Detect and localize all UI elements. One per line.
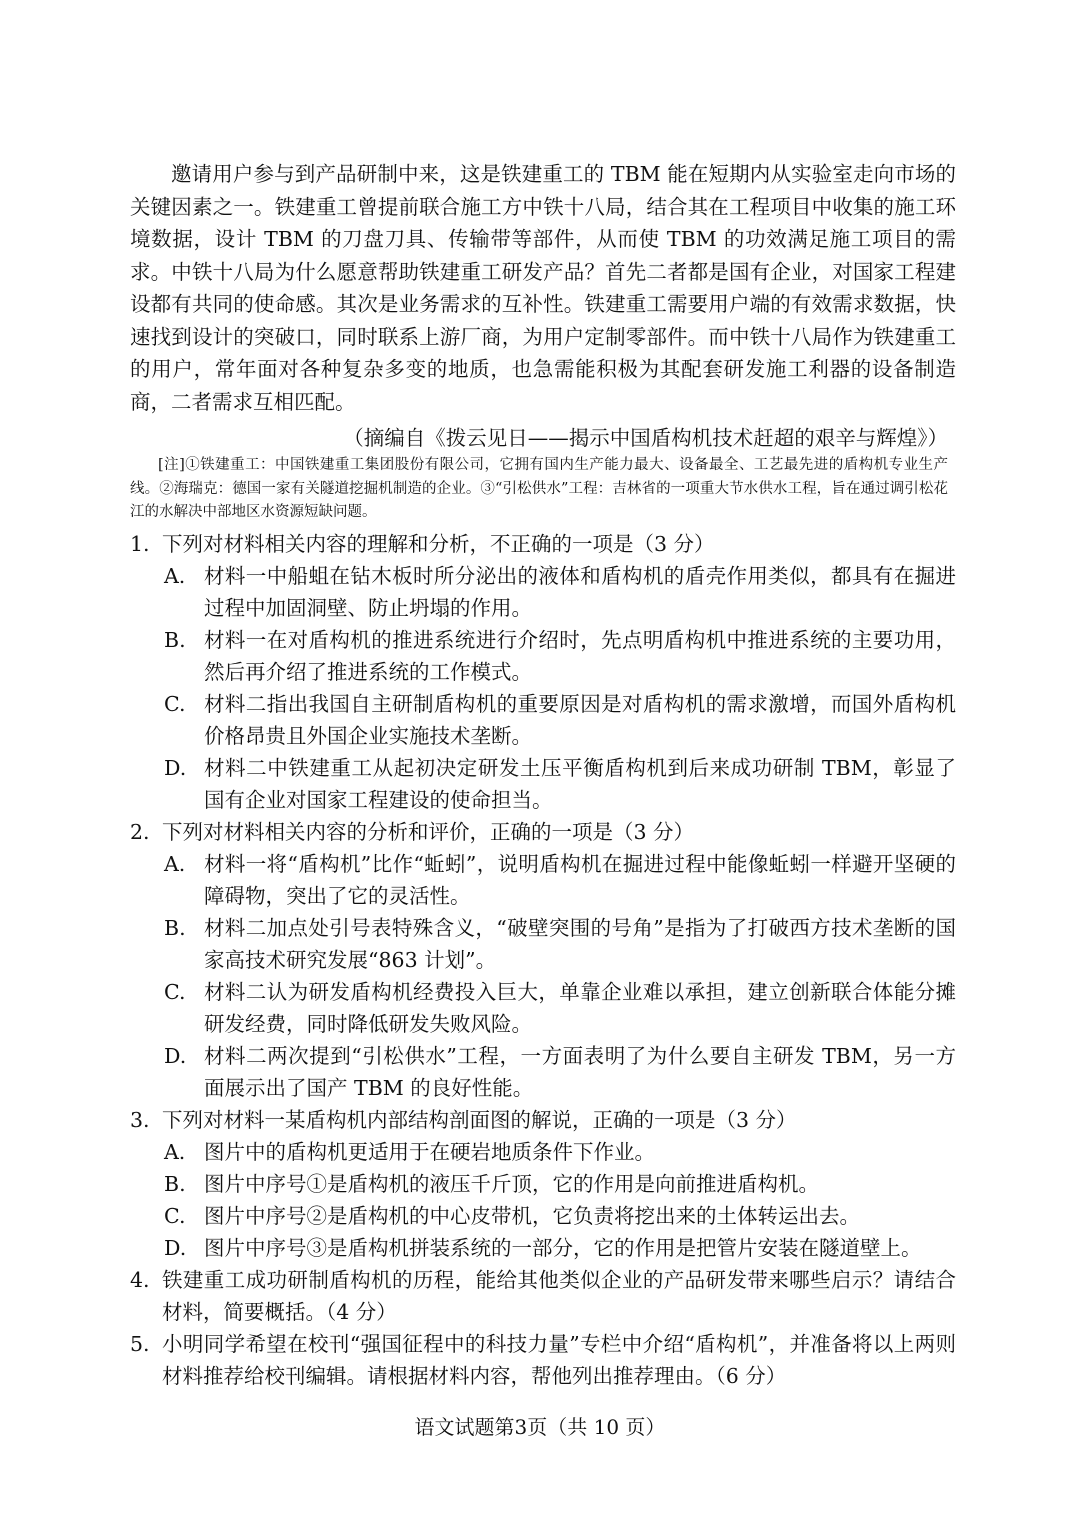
- question-stem: 下列对材料相关内容的分析和评价，正确的一项是（3 分）: [162, 820, 695, 844]
- option-3d: [130, 1232, 956, 1264]
- option-text: 材料二指出我国自主研制盾构机的重要原因是对盾构机的需求激增，而国外盾构机价格昂贵且外国企业实施技术垄断。: [204, 692, 956, 748]
- option-label: B.: [164, 628, 186, 652]
- option-1b: [130, 624, 956, 688]
- option-label: A.: [164, 564, 186, 588]
- option-text: 材料二中铁建重工从起初决定研发土压平衡盾构机到后来成功研制 TBM，彰显了国有企业对国家工程建设的使命担当。: [204, 756, 956, 812]
- option-label: C.: [164, 980, 186, 1004]
- question-number: 4.: [130, 1268, 150, 1292]
- option-2b: [130, 912, 956, 976]
- option-label: B.: [164, 916, 186, 940]
- option-label: A.: [164, 852, 186, 876]
- question-stem: 小明同学希望在校刊“强国征程中的科技力量”专栏中介绍“盾构机”，并准备将以上两则材料推荐给校刊编辑。请根据材料内容，帮他列出推荐理由。（6 分）: [162, 1332, 956, 1388]
- option-text: 图片中的盾构机更适用于在硬岩地质条件下作业。: [204, 1140, 655, 1164]
- option-2a: [130, 848, 956, 912]
- question-list: [130, 528, 956, 1392]
- passage-paragraph: 邀请用户参与到产品研制中来，这是铁建重工的 TBM 能在短期内从实验室走向市场的关键因素之一。铁建重工曾提前联合施工方中铁十八局，结合其在工程项目中收集的施工环境数据，设计 TBM 的刀盘刀具、传输带等部件，从而使 TBM 的功效满足施工项目的需求。中铁十八局为什么愿意帮助铁建重工研发产品？首先二者都是国有企业，对国家工程建设都有共同的使命感。其次是业务需求的互补性。铁建重工需要用户端的有效需求数据，快速找到设计的突破口，同时联系上游厂商，为用户定制零部件。而中铁十八局作为铁建重工的用户，常年面对各种复杂多变的地质，也急需能积极为其配套研发施工利器的设备制造商，二者需求互相匹配。: [130, 162, 956, 414]
- question-stem: 下列对材料相关内容的理解和分析，不正确的一项是（3 分）: [162, 532, 715, 556]
- option-label: C.: [164, 692, 186, 716]
- option-label: C.: [164, 1204, 186, 1228]
- option-2d: [130, 1040, 956, 1104]
- question-stem: 下列对材料一某盾构机内部结构剖面图的解说，正确的一项是（3 分）: [162, 1108, 797, 1132]
- option-label: B.: [164, 1172, 186, 1196]
- passage-note: [130, 454, 948, 525]
- question-1: [130, 528, 956, 560]
- question-number: 3.: [130, 1108, 150, 1132]
- option-text: 材料二两次提到“引松供水”工程，一方面表明了为什么要自主研发 TBM，另一方面展示出了国产 TBM 的良好性能。: [204, 1044, 956, 1100]
- option-3a: [130, 1136, 956, 1168]
- option-text: 材料二加点处引号表特殊含义，“破壁突围的号角”是指为了打破西方技术垄断的国家高技术研究发展“863 计划”。: [204, 916, 956, 972]
- question-5: [130, 1328, 956, 1392]
- question-number: 5.: [130, 1332, 150, 1356]
- reading-passage: [130, 158, 956, 418]
- option-1a: [130, 560, 956, 624]
- option-label: D.: [164, 1044, 187, 1068]
- question-4: [130, 1264, 956, 1328]
- option-label: D.: [164, 1236, 187, 1260]
- option-3c: [130, 1200, 956, 1232]
- question-number: 1.: [130, 532, 150, 556]
- option-text: 材料二认为研发盾构机经费投入巨大，单靠企业难以承担，建立创新联合体能分摊研发经费，同时降低研发失败风险。: [204, 980, 956, 1036]
- passage-source: （摘编自《拨云见日——揭示中国盾构机技术赶超的艰辛与辉煌》）: [343, 426, 948, 450]
- option-1d: [130, 752, 956, 816]
- option-text: 材料一中船蛆在钻木板时所分泌出的液体和盾构机的盾壳作用类似，都具有在掘进过程中加固洞壁、防止坍塌的作用。: [204, 564, 956, 620]
- option-text: 图片中序号①是盾构机的液压千斤顶，它的作用是向前推进盾构机。: [204, 1172, 819, 1196]
- page-footer: 语文试题第3页（共 10 页）: [414, 1415, 666, 1439]
- option-label: A.: [164, 1140, 186, 1164]
- option-text: 图片中序号③是盾构机拼装系统的一部分，它的作用是把管片安装在隧道壁上。: [204, 1236, 922, 1260]
- option-3b: [130, 1168, 956, 1200]
- option-text: 材料一在对盾构机的推进系统进行介绍时，先点明盾构机中推进系统的主要功用，然后再介绍了推进系统的工作模式。: [204, 628, 956, 684]
- question-number: 2.: [130, 820, 150, 844]
- note-text: [注]①铁建重工：中国铁建重工集团股份有限公司，它拥有国内生产能力最大、设备最全、工艺最先进的盾构机专业生产线。②海瑞克：德国一家有关隧道挖掘机制造的企业。③“引松供水”工程：吉林省的一项重大节水供水工程，旨在通过调引松花江的水解决中部地区水资源短缺问题。: [130, 457, 948, 520]
- question-2: [130, 816, 956, 848]
- question-stem: 铁建重工成功研制盾构机的历程，能给其他类似企业的产品研发带来哪些启示？请结合材料，简要概括。（4 分）: [162, 1268, 956, 1324]
- option-label: D.: [164, 756, 187, 780]
- option-1c: [130, 688, 956, 752]
- option-text: 图片中序号②是盾构机的中心皮带机，它负责将挖出来的土体转运出去。: [204, 1204, 860, 1228]
- option-2c: [130, 976, 956, 1040]
- option-text: 材料一将“盾构机”比作“蚯蚓”，说明盾构机在掘进过程中能像蚯蚓一样避开坚硬的障碍物，突出了它的灵活性。: [204, 852, 956, 908]
- question-3: [130, 1104, 956, 1136]
